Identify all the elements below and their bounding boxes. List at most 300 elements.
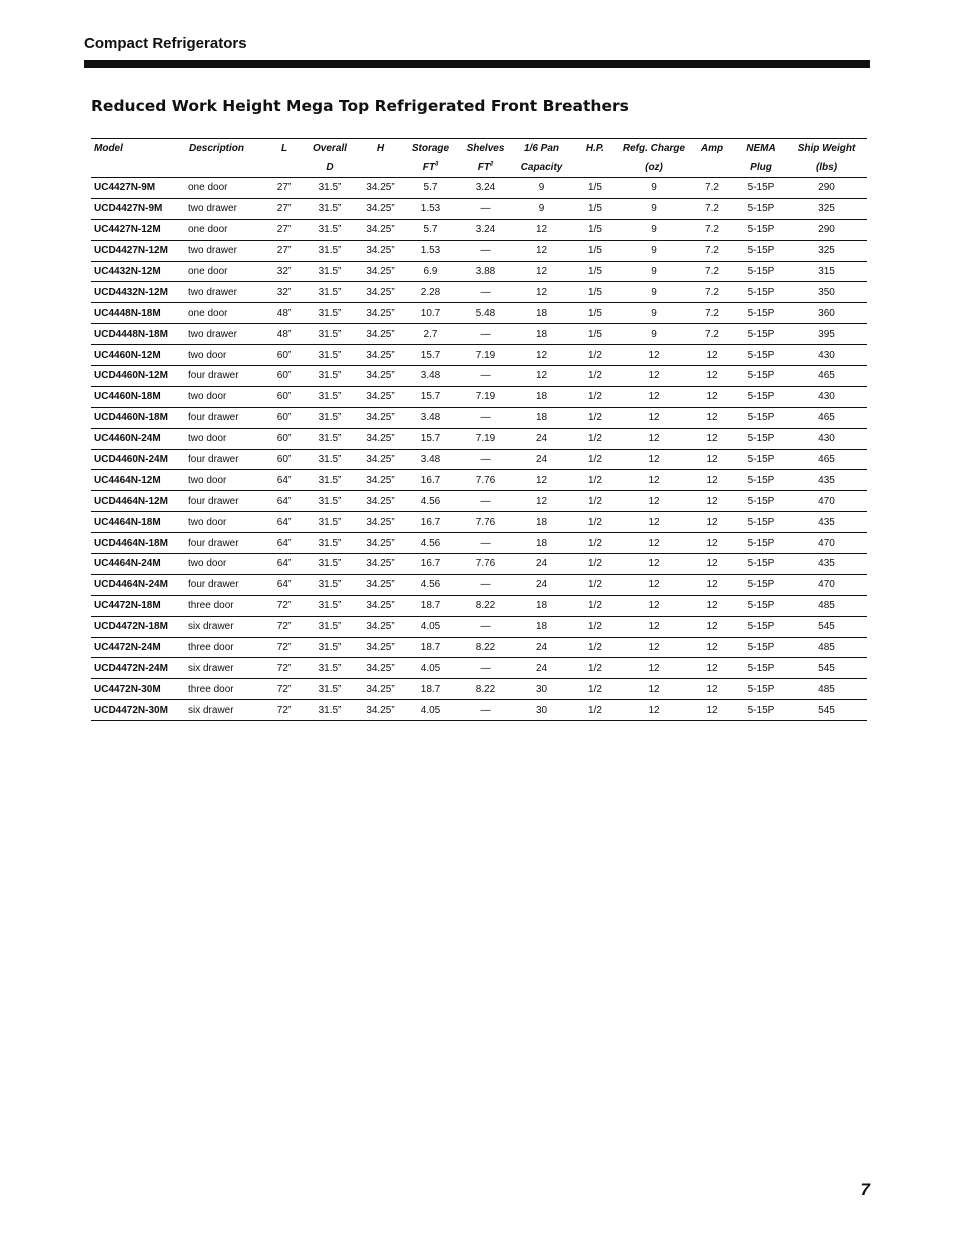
cell-hp: 1/5 [570,303,620,324]
cell-refrigerant-charge: 12 [620,679,688,700]
cell-amp: 12 [688,407,736,428]
cell-model: UCD4448N-18M [91,324,186,345]
cell-shelves: — [458,282,513,303]
cell-ship-weight: 325 [786,240,867,261]
col-header-shelves: Shelves [466,143,505,154]
cell-amp: 7.2 [688,240,736,261]
table-title: Reduced Work Height Mega Top Refrigerated Front Breathers [91,97,629,115]
cell-refrigerant-charge: 12 [620,637,688,658]
cell-nema-plug: 5-15P [736,282,786,303]
cell-nema-plug: 5-15P [736,240,786,261]
cell-ship-weight: 350 [786,282,867,303]
cell-refrigerant-charge: 9 [620,219,688,240]
cell-refrigerant-charge: 9 [620,261,688,282]
cell-nema-plug: 5-15P [736,198,786,219]
cell-overall-depth: 31.5” [302,658,358,679]
cell-length: 64” [266,491,302,512]
table-row [91,324,867,345]
cell-length: 60” [266,366,302,387]
cell-length: 64” [266,554,302,575]
cell-model: UCD4472N-30M [94,704,168,716]
col-header-amp: Amp [700,143,724,154]
cell-shelves: 8.22 [458,595,513,616]
table-row [91,470,867,491]
cell-storage: 4.05 [403,616,458,637]
cell-refrigerant-charge: 12 [620,345,688,366]
cell-description: six drawer [188,704,234,716]
cell-hp: 1/5 [570,282,620,303]
cell-amp: 7.2 [688,219,736,240]
cell-overall-depth: 31.5” [302,616,358,637]
cell-shelves: 8.22 [458,637,513,658]
cell-overall-depth: 31.5” [302,428,358,449]
cell-length: 48” [266,303,302,324]
cell-refrigerant-charge: 12 [620,366,688,387]
cell-hp: 1/2 [570,470,620,491]
col-subheader-description [186,158,266,178]
col-subheader-model [91,158,186,178]
cell-height: 34.25” [358,428,403,449]
cell-description: four drawer [186,533,266,554]
cell-model: UCD4472N-24M [91,658,186,679]
col-subheader-pan-capacity: Capacity [513,158,570,178]
cell-length: 64” [266,574,302,595]
table-row [91,428,867,449]
cell-pan-capacity: 24 [513,554,570,575]
cell-nema-plug: 5-15P [736,386,786,407]
cell-nema-plug: 5-15P [736,616,786,637]
cell-amp: 12 [688,658,736,679]
table-row [91,240,867,261]
cell-nema-plug: 5-15P [736,491,786,512]
table-row [91,595,867,616]
cell-ship-weight: 485 [786,595,867,616]
cell-description: four drawer [186,449,266,470]
col-header-description: Description [189,143,245,154]
cell-description: two door [186,512,266,533]
cell-shelves: 5.48 [458,303,513,324]
cell-description: one door [186,261,266,282]
cell-description: four drawer [186,407,266,428]
cell-hp: 1/2 [570,533,620,554]
cell-length: 60” [266,428,302,449]
cell-amp: 7.2 [688,282,736,303]
col-subheader-charge-unit: (oz) [620,158,688,178]
cell-hp: 1/2 [570,345,620,366]
cell-nema-plug: 5-15P [736,554,786,575]
header-row-2 [91,158,867,178]
cell-model: UC4464N-18M [91,512,186,533]
cell-height: 34.25” [358,554,403,575]
cell-shelves: — [458,574,513,595]
cell-height: 34.25” [358,574,403,595]
cell-pan-capacity: 12 [513,345,570,366]
cell-pan-capacity: 12 [513,366,570,387]
cell-amp: 12 [688,533,736,554]
cell-model: UC4460N-24M [91,428,186,449]
cell-height: 34.25” [358,178,403,199]
cell-storage: 15.7 [403,386,458,407]
table-row [91,491,867,512]
cell-storage: 3.48 [403,407,458,428]
cell-ship-weight: 435 [786,554,867,575]
cell-description: two door [186,386,266,407]
cell-hp: 1/2 [588,704,602,716]
cell-length: 32” [266,261,302,282]
cell-storage: 16.7 [403,470,458,491]
cell-ship-weight: 325 [786,198,867,219]
cell-amp: 12 [688,449,736,470]
cell-length: 60” [266,386,302,407]
cell-storage: 2.7 [403,324,458,345]
table-row [91,261,867,282]
cell-pan-capacity: 18 [513,616,570,637]
cell-nema-plug: 5-15P [736,512,786,533]
cell-ship-weight: 465 [786,366,867,387]
cell-amp: 12 [688,574,736,595]
cell-amp: 7.2 [688,198,736,219]
cell-nema-plug: 5-15P [736,324,786,345]
cell-storage: 18.7 [403,637,458,658]
cell-storage: 5.7 [403,219,458,240]
cell-length: 72” [266,637,302,658]
cell-refrigerant-charge: 12 [620,491,688,512]
cell-shelves: — [458,407,513,428]
cell-height: 34.25” [358,366,403,387]
cell-pan-capacity: 24 [513,574,570,595]
cell-length: 64” [266,533,302,554]
cell-length: 27” [266,219,302,240]
table-row [91,533,867,554]
cell-ship-weight: 435 [786,512,867,533]
cell-model: UC4460N-18M [91,386,186,407]
cell-pan-capacity: 18 [513,324,570,345]
col-header-l: L [280,143,288,154]
cell-refrigerant-charge: 9 [620,240,688,261]
cell-amp: 12 [688,554,736,575]
col-subheader-hp [570,158,620,178]
table-row [91,449,867,470]
cell-length: 32” [266,282,302,303]
cell-height: 34.25” [358,679,403,700]
cell-pan-capacity: 12 [513,491,570,512]
cell-ship-weight: 465 [786,407,867,428]
cell-refrigerant-charge: 12 [620,554,688,575]
cell-ship-weight: 430 [786,428,867,449]
cell-description: six drawer [186,616,266,637]
cell-shelves: 7.19 [458,428,513,449]
cell-height: 34.25” [358,407,403,428]
cell-description: one door [186,178,266,199]
cell-height: 34.25” [358,240,403,261]
cell-refrigerant-charge: 12 [620,407,688,428]
cell-nema-plug: 5-15P [736,595,786,616]
section-title: Compact Refrigerators [84,35,247,52]
cell-length: 27” [266,198,302,219]
cell-hp: 1/5 [570,324,620,345]
cell-refrigerant-charge: 12 [620,658,688,679]
cell-storage: 4.56 [403,533,458,554]
cell-amp: 12 [688,386,736,407]
cell-shelves: 7.76 [458,554,513,575]
cell-ship-weight: 430 [786,386,867,407]
cell-amp: 12 [706,704,718,716]
cell-model: UCD4464N-18M [91,533,186,554]
cell-model: UC4460N-12M [91,345,186,366]
col-header-storage: Storage [411,143,450,154]
cell-overall-depth: 31.5” [302,574,358,595]
cell-nema-plug: 5-15P [736,658,786,679]
cell-overall-depth: 31.5” [302,491,358,512]
table-row [91,282,867,303]
cell-storage: 3.48 [403,449,458,470]
table-row [91,658,867,679]
cell-overall-depth: 31.5” [302,219,358,240]
cell-storage: 10.7 [403,303,458,324]
cell-ship-weight: 315 [786,261,867,282]
cell-description: two drawer [186,282,266,303]
cell-ship-weight: 545 [786,616,867,637]
table-row [91,679,867,700]
cell-overall-depth: 31.5” [302,533,358,554]
cell-shelves: — [458,616,513,637]
cell-length: 72” [266,616,302,637]
cell-pan-capacity: 12 [513,282,570,303]
cell-nema-plug: 5-15P [736,366,786,387]
table-body [91,178,867,721]
cell-hp: 1/5 [570,261,620,282]
cell-nema-plug: 5-15P [736,637,786,658]
cell-refrigerant-charge: 12 [620,428,688,449]
cell-length: 64” [266,470,302,491]
cell-overall-depth: 31.5” [302,512,358,533]
cell-ship-weight: 470 [786,533,867,554]
cell-hp: 1/2 [570,658,620,679]
cell-amp: 12 [688,595,736,616]
cell-pan-capacity: 9 [513,198,570,219]
cell-overall-depth: 31.5” [302,240,358,261]
cell-overall-depth: 31.5” [302,198,358,219]
cell-length: 72” [276,704,292,716]
cell-length: 72” [266,679,302,700]
cell-refrigerant-charge: 9 [620,303,688,324]
cell-shelves: — [458,449,513,470]
cell-ship-weight: 545 [786,658,867,679]
cell-shelves: 7.76 [458,470,513,491]
cell-length: 60” [266,345,302,366]
col-subheader-amp [688,158,736,178]
cell-nema-plug: 5-15P [736,219,786,240]
cell-amp: 12 [688,470,736,491]
cell-overall-depth: 31.5” [302,282,358,303]
cell-hp: 1/2 [570,679,620,700]
cell-length: 64” [266,512,302,533]
cell-amp: 12 [688,679,736,700]
cell-storage: 5.7 [403,178,458,199]
cell-hp: 1/5 [570,240,620,261]
cell-length: 72” [266,595,302,616]
cell-ship-weight: 470 [786,491,867,512]
cell-overall-depth: 31.5” [302,637,358,658]
cell-shelves: — [458,240,513,261]
cell-model: UCD4464N-12M [91,491,186,512]
cell-height: 34.25” [358,219,403,240]
table-row [91,554,867,575]
cell-nema-plug: 5-15P [736,470,786,491]
cell-ship-weight: 435 [786,470,867,491]
table-row [91,574,867,595]
table-row [91,407,867,428]
table-row [91,700,867,721]
cell-shelves: 8.22 [458,679,513,700]
cell-refrigerant-charge: 9 [620,198,688,219]
cell-pan-capacity: 24 [513,428,570,449]
col-subheader-storage-unit: $FT^3$ [403,158,458,178]
table-row [91,366,867,387]
cell-model: UCD4460N-12M [91,366,186,387]
cell-shelves: — [458,491,513,512]
cell-shelves: 3.88 [458,261,513,282]
cell-pan-capacity: 18 [513,595,570,616]
cell-description: six drawer [186,658,266,679]
cell-model: UC4472N-24M [91,637,186,658]
cell-amp: 12 [688,637,736,658]
cell-description: three door [186,679,266,700]
col-header-model: Model [94,143,123,154]
cell-storage: 4.56 [403,574,458,595]
cell-height: 34.25” [358,470,403,491]
cell-refrigerant-charge: 12 [620,470,688,491]
cell-storage: 6.9 [403,261,458,282]
cell-ship-weight: 360 [786,303,867,324]
cell-model: UCD4432N-12M [91,282,186,303]
cell-overall-depth: 31.5” [302,366,358,387]
cell-pan-capacity: 12 [513,240,570,261]
header-row-1 [91,139,867,159]
cell-refrigerant-charge: 12 [620,595,688,616]
cell-description: four drawer [186,574,266,595]
cell-height: 34.25” [358,345,403,366]
cell-storage: 18.7 [403,595,458,616]
cell-height: 34.25” [358,261,403,282]
cell-overall-depth: 31.5” [302,324,358,345]
cell-hp: 1/5 [570,219,620,240]
cell-shelves: 7.19 [458,345,513,366]
cell-storage: 3.48 [403,366,458,387]
cell-height: 34.25” [358,595,403,616]
cell-height: 34.25” [358,616,403,637]
page-number: 7 [860,1180,870,1199]
cell-height: 34.25” [358,282,403,303]
cell-height: 34.25” [358,658,403,679]
cell-pan-capacity: 12 [513,219,570,240]
cell-amp: 7.2 [688,303,736,324]
cell-hp: 1/5 [570,198,620,219]
cell-hp: 1/2 [570,595,620,616]
cell-overall-depth: 31.5” [302,178,358,199]
table-row [91,303,867,324]
cell-nema-plug: 5-15P [736,261,786,282]
col-header-hp: H.P. [585,143,605,154]
cell-storage: 1.53 [403,198,458,219]
cell-model: UC4427N-9M [91,178,186,199]
cell-height: 34.25” [358,491,403,512]
cell-pan-capacity: 24 [513,637,570,658]
cell-description: two drawer [186,198,266,219]
cell-pan-capacity: 18 [513,533,570,554]
cell-pan-capacity: 18 [513,512,570,533]
cell-nema-plug: 5-15P [747,704,775,716]
cell-ship-weight: 430 [786,345,867,366]
cell-overall-depth: 31.5” [318,704,342,716]
cell-refrigerant-charge: 12 [620,574,688,595]
cell-hp: 1/2 [570,386,620,407]
cell-refrigerant-charge: 9 [620,178,688,199]
cell-amp: 12 [688,512,736,533]
cell-refrigerant-charge: 12 [620,512,688,533]
cell-hp: 1/2 [570,449,620,470]
table-row [91,637,867,658]
cell-height: 34.25” [358,324,403,345]
cell-model: UCD4460N-18M [91,407,186,428]
col-subheader-l [266,158,302,178]
cell-refrigerant-charge: 12 [648,704,660,716]
cell-description: four drawer [186,366,266,387]
cell-description: three door [186,595,266,616]
cell-height: 34.25” [358,386,403,407]
cell-refrigerant-charge: 12 [620,449,688,470]
cell-model: UC4448N-18M [91,303,186,324]
cell-description: two door [186,554,266,575]
col-subheader-nema-plug: Plug [736,158,786,178]
cell-refrigerant-charge: 12 [620,533,688,554]
cell-overall-depth: 31.5” [302,595,358,616]
cell-hp: 1/2 [570,491,620,512]
cell-pan-capacity: 30 [535,704,548,716]
cell-ship-weight: 545 [818,704,835,716]
cell-ship-weight: 470 [786,574,867,595]
cell-model: UC4464N-12M [91,470,186,491]
cell-nema-plug: 5-15P [736,533,786,554]
cell-length: 72” [266,658,302,679]
table-row [91,219,867,240]
cell-nema-plug: 5-15P [736,428,786,449]
cell-amp: 12 [688,616,736,637]
cell-overall-depth: 31.5” [302,449,358,470]
table-row [91,178,867,199]
cell-ship-weight: 485 [786,679,867,700]
cell-nema-plug: 5-15P [736,178,786,199]
cell-nema-plug: 5-15P [736,303,786,324]
cell-length: 27” [266,178,302,199]
cell-model: UC4464N-24M [91,554,186,575]
cell-model: UCD4460N-24M [91,449,186,470]
cell-pan-capacity: 18 [513,386,570,407]
cell-description: two door [186,345,266,366]
cell-amp: 7.2 [688,178,736,199]
table-row [91,198,867,219]
cell-description: four drawer [186,491,266,512]
col-header-nema: NEMA [746,143,776,154]
cell-amp: 12 [688,428,736,449]
cell-storage: 16.7 [403,554,458,575]
table-row [91,616,867,637]
cell-hp: 1/2 [570,512,620,533]
cell-description: one door [186,219,266,240]
cell-model: UCD4472N-18M [91,616,186,637]
cell-pan-capacity: 12 [513,470,570,491]
cell-nema-plug: 5-15P [736,407,786,428]
